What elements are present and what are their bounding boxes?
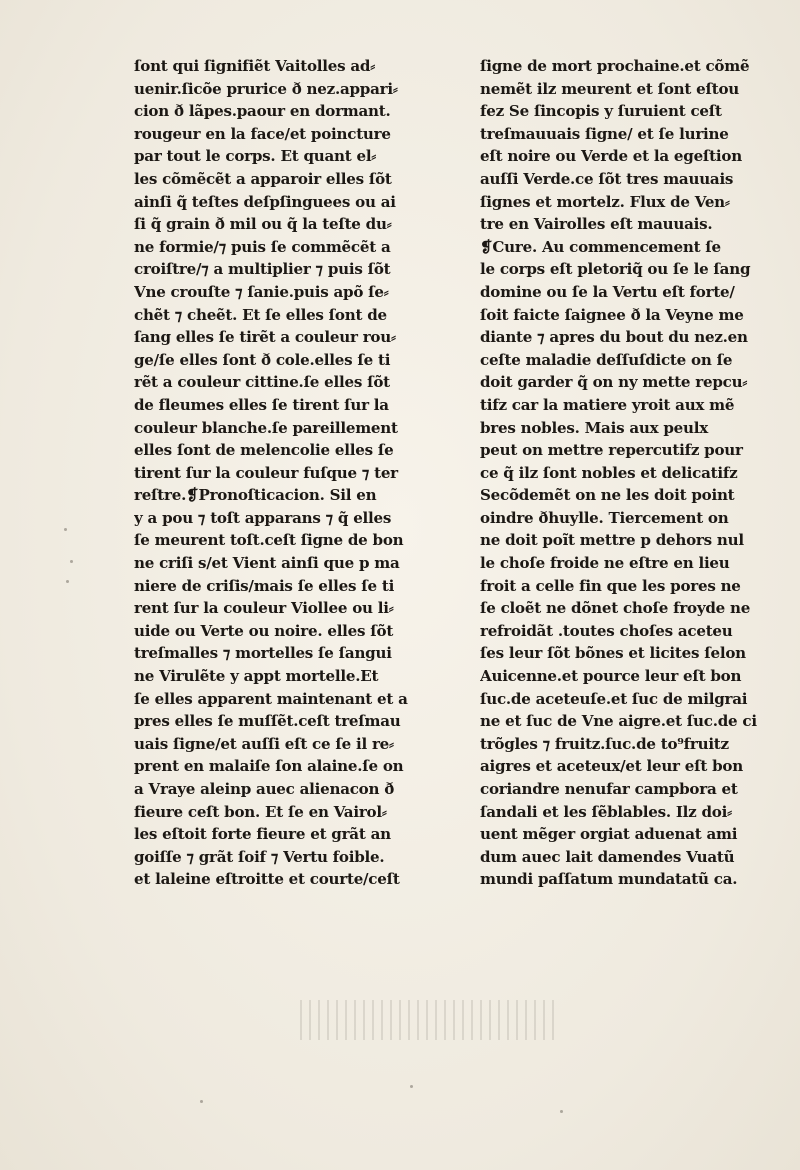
left-column-text-line: par tout le corps. Et quant el⸗ — [134, 147, 377, 166]
right-column-text-line: ſuc.de aceteuſe.et ſuc de milgrai — [480, 689, 748, 708]
left-column-text-line: uide ou Verte ou noire. elles ſõt — [134, 621, 394, 640]
right-column-text-line: fez Se ſincopis y ſuruient ceſt — [480, 102, 722, 121]
left-column-text-line: prent en malaiſe ſon alaine.ſe on — [134, 757, 404, 776]
left-column-text-line: uenir.ſicõe prurice ð nez.appari⸗ — [134, 79, 398, 98]
left-column-text-line: ſang elles ſe tirẽt a couleur rou⸗ — [134, 328, 396, 347]
right-column-text-line: ceſte maladie deſſuſdicte on ſe — [480, 350, 733, 369]
left-column-text-line: couleur blanche.ſe pareillement — [134, 418, 398, 437]
left-column-text-line: y a pou ⁊ toſt apparans ⁊ q̃ elles — [134, 508, 392, 527]
right-text-column — [480, 55, 800, 891]
right-column-text-line: froit a celle fin que les pores ne — [480, 576, 741, 595]
right-column-text-line: dum auec lait damendes Vuatũ — [480, 847, 735, 866]
right-column-text-line: nemẽt ilz meurent et ſont eſtou — [480, 79, 740, 98]
left-column-text-line: fieure ceſt bon. Et ſe en Vairol⸗ — [134, 802, 387, 821]
right-column-text-line: mundi paſſatum mundatatũ ca. — [480, 870, 738, 889]
right-column-text-line: treſmauuais ſigne/ et ſe lurine — [480, 124, 729, 143]
left-column-text-line: uais ſigne/et auſſi eſt ce ſe il re⸗ — [134, 734, 394, 753]
right-column-text-line: ſes leur ſõt bõnes et licites ſelon — [480, 644, 746, 663]
left-column-text-line: treſmalles ⁊ mortelles ſe ſangui — [134, 644, 392, 663]
right-column-text-line: auſſi Verde.ce ſõt tres mauuais — [480, 169, 734, 188]
right-column-text-line: trõgles ⁊ fruitz.ſuc.de to⁹fruitz — [480, 734, 729, 753]
right-column-text-line: ne et ſuc de Vne aigre.et ſuc.de ci — [480, 712, 757, 731]
left-column-text-line: ſe elles apparent maintenant et a — [134, 689, 408, 708]
left-column-text-line: rent ſur la couleur Viollee ou li⸗ — [134, 599, 394, 618]
left-column-text-line: pres elles ſe muſſẽt.ceſt treſmau — [134, 712, 401, 731]
right-column-text-line: refroidãt .toutes choſes aceteu — [480, 621, 733, 640]
right-column-text-line: tre en Vairolles eſt mauuais. — [480, 215, 713, 234]
left-column-text-line: ſont qui ſignifiẽt Vaitolles ad⸗ — [134, 57, 375, 75]
left-column-text-line: goiſſe ⁊ grãt ſoif ⁊ Vertu foible. — [134, 847, 385, 866]
left-column-text-line: niere de criſis/mais ſe elles ſe ti — [134, 576, 395, 595]
right-column-text-line: uent mẽger orgiat aduenat ami — [480, 825, 738, 844]
left-column-text-line: cion ð lãpes.paour en dormant. — [134, 102, 391, 121]
left-column-text-line: a Vraye aleinp auec alienacon ð — [134, 780, 395, 798]
left-column-text-line: ne criſi s/et Vient ainſi que p ma — [134, 554, 400, 573]
right-column-text-line: tifz car la matiere yroit aux mẽ — [480, 395, 735, 414]
right-column-text-line: doit garder q̃ on ny mette repcu⸗ — [480, 373, 748, 392]
left-column-text-line: ſe meurent toſt.ceſt ſigne de bon — [134, 531, 404, 550]
right-column-text-line: le choſe froide ne eſtre en lieu — [480, 554, 730, 573]
right-column-text-line: le corps eſt pletoriq̃ ou ſe le ſang — [480, 260, 751, 279]
left-column-text-line: elles ſont de melencolie elles ſe — [134, 441, 394, 460]
left-column-text-line: ne formie/⁊ puis ſe commẽcẽt a — [134, 237, 391, 256]
right-column-text-line: Auicenne.et pource leur eſt bon — [480, 667, 742, 686]
left-column-text-line: rougeur en la face/et poincture — [134, 124, 391, 143]
left-column-text-line: Vne crouſte ⁊ ſanie.puis apõ ſe⸗ — [134, 282, 389, 301]
left-column-text-line: les cõmẽcẽt a apparoir elles ſõt — [134, 169, 392, 188]
left-column-text-line: les eſtoit forte fieure et grãt an — [134, 825, 391, 844]
right-column-text-line: ſe cloẽt ne dõnet choſe froyde ne — [480, 599, 751, 618]
right-column-text-line: ſandali et les ſẽblables. Ilz doi⸗ — [480, 802, 732, 821]
left-column-text-line: rẽt a couleur cittine.ſe elles ſõt — [134, 373, 390, 392]
left-column-text-line: croiſtre/⁊ a multiplier ⁊ puis ſõt — [134, 260, 391, 279]
left-column-text-line: et laleine eſtroitte et courte/ceſt — [134, 870, 400, 889]
right-column-text-line: aigres et aceteux/et leur eſt bon — [480, 757, 743, 776]
left-text-column — [134, 55, 454, 891]
right-column-text-line: bres nobles. Mais aux peulx — [480, 418, 708, 437]
right-column-text-line: oindre ðhuylle. Tiercement on — [480, 508, 729, 527]
right-column-text-line: Secõdemẽt on ne les doit point — [480, 486, 735, 505]
left-column-text-line: tirent ſur la couleur fuſque ⁊ ter — [134, 463, 398, 482]
right-column-text-line: ſignes et mortelz. Flux de Ven⸗ — [480, 192, 730, 211]
right-column-text-line: diante ⁊ apres du bout du nez.en — [480, 328, 748, 347]
left-column-text-line: ge/ſe elles ſont ð cole.elles ſe ti — [134, 350, 391, 369]
left-column-text-line: ſi q̃ grain ð mil ou q̃ la teſte du⸗ — [134, 215, 392, 234]
right-column-text-line: ne doit poĩt mettre p dehors nul — [480, 531, 744, 550]
right-column-text-line: coriandre nenufar campbora et — [480, 780, 738, 798]
right-column-text-line: ❡Cure. Au commencement ſe — [480, 237, 721, 256]
right-column-text-line: eſt noire ou Verde et la egeſtion — [480, 147, 742, 166]
left-column-text-line: chẽt ⁊ cheẽt. Et ſe elles ſont de — [134, 305, 387, 324]
left-column-text-line: ne Virulẽte y appt mortelle.Et — [134, 667, 379, 686]
ink-bleed-through — [300, 1000, 560, 1040]
right-column-text-line: ſoit faicte ſaignee ð la Veyne me — [480, 305, 744, 324]
left-column-text-line: ainſi q̃ teſtes deſpſinguees ou ai — [134, 192, 396, 211]
right-column-text-line: peut on mettre repercutifz pour — [480, 441, 743, 460]
right-column-text-line: ſigne de mort prochaine.et cõmẽ — [480, 57, 750, 75]
left-column-text-line: reſtre.❡Pronoſticacion. Sil en — [134, 486, 377, 505]
left-column-text-line: de fleumes elles ſe tirent ſur la — [134, 395, 389, 414]
right-column-text-line: ce q̃ ilz ſont nobles et delicatifz — [480, 463, 738, 482]
right-column-text-line: domine ou ſe la Vertu eſt forte/ — [480, 282, 735, 301]
